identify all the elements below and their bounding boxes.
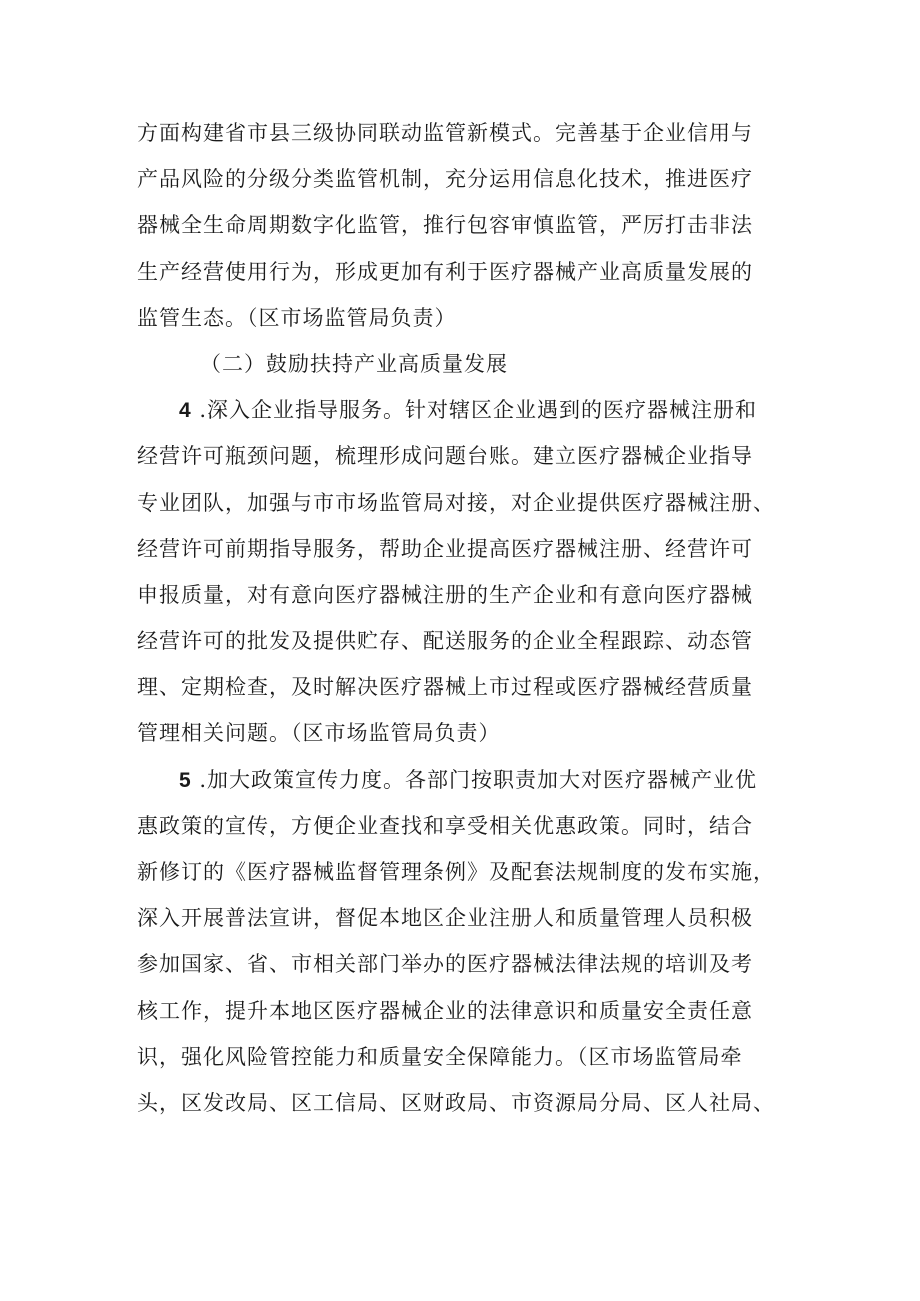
paragraph-line: 经营许可前期指导服务，帮助企业提高医疗器械注册、经营许可: [137, 536, 753, 561]
section-heading: （二）鼓励扶持产业高质量发展: [200, 351, 508, 376]
paragraph-line: 理、定期检查，及时解决医疗器械上市过程或医疗器械经营质量: [137, 675, 753, 700]
document-body: [137, 110, 797, 1126]
paragraph-line: 监管生态。（区市场监管局负责）: [137, 305, 457, 330]
paragraph-line: 器械全生命周期数字化监管，推行包容审慎监管，严厉打击非法: [137, 213, 753, 238]
paragraph-line: 深入开展普法宣讲，督促本地区企业注册人和质量管理人员积极: [137, 906, 753, 931]
paragraph-line: 方面构建省市县三级协同联动监管新模式。完善基于企业信用与: [137, 121, 753, 145]
paragraph-line: 产品风险的分级分类监管机制，充分运用信息化技术，推进医疗: [137, 167, 753, 192]
paragraph-line: 经营许可瓶颈问题，梳理形成问题台账。建立医疗器械企业指导: [137, 444, 753, 469]
paragraph-line: 头，区发改局、区工信局、区财政局、市资源局分局、区人社局、: [137, 1090, 775, 1115]
item-5-number: 5: [179, 768, 192, 792]
paragraph-line: 核工作，提升本地区医疗器械企业的法律意识和质量安全责任意: [137, 998, 753, 1023]
paragraph-line: 新修订的《医疗器械监督管理条例》及配套法规制度的发布实施，: [137, 860, 775, 884]
item-4-number: 4: [179, 399, 192, 423]
paragraph-line: 申报质量，对有意向医疗器械注册的生产企业和有意向医疗器械: [137, 582, 753, 607]
paragraph-line: 惠政策的宣传，方便企业查找和享受相关优惠政策。同时，结合: [137, 813, 753, 838]
paragraph-line: 生产经营使用行为，形成更加有利于医疗器械产业高质量发展的: [137, 259, 753, 284]
paragraph-line: 专业团队，加强与市市场监管局对接，对企业提供医疗器械注册、: [137, 490, 775, 515]
item-4-first-line: [137, 387, 797, 433]
item-4-title-text: .深入企业指导服务。针对辖区企业遇到的医疗器械注册和: [191, 398, 758, 423]
paragraph-line: 经营许可的批发及提供贮存、配送服务的企业全程跟踪、动态管: [137, 629, 753, 654]
paragraph-line: 参加国家、省、市相关部门举办的医疗器械法律法规的培训及考: [137, 952, 753, 977]
item-5-first-line: [137, 757, 797, 803]
item-5-title-text: .加大政策宣传力度。各部门按职责加大对医疗器械产业优: [191, 767, 758, 792]
paragraph-line: 管理相关问题。（区市场监管局负责）: [137, 721, 501, 746]
paragraph-line: 识，强化风险管控能力和质量安全保障能力。（区市场监管局牵: [137, 1044, 743, 1069]
